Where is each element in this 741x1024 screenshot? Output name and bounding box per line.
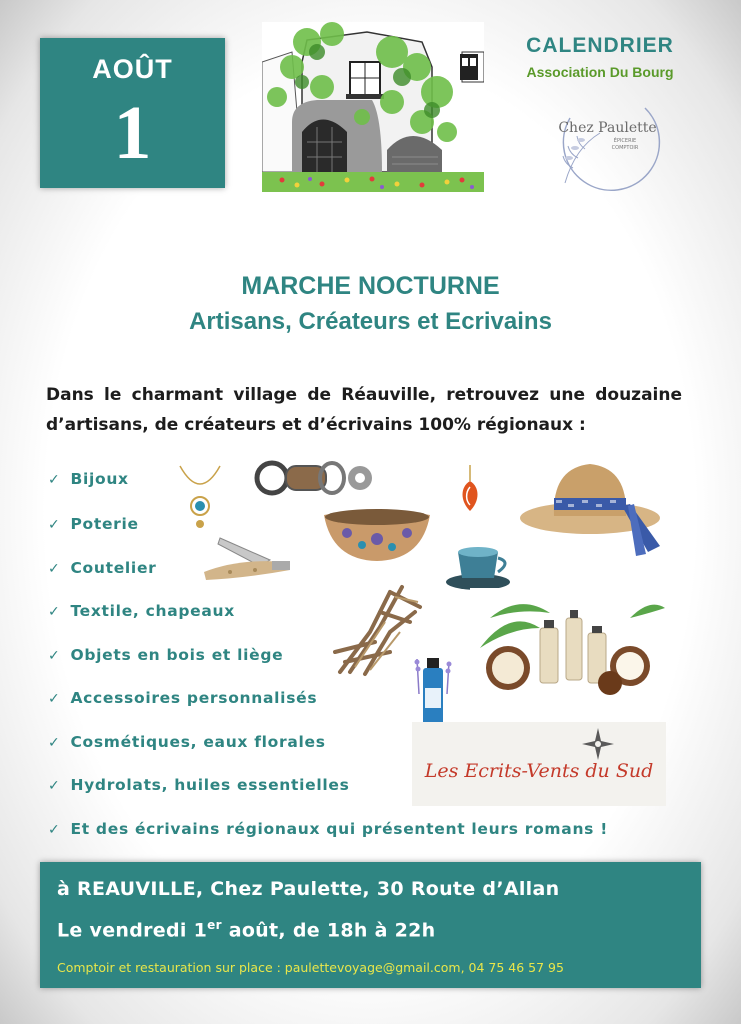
check-icon: ✓ xyxy=(48,472,61,488)
check-icon: ✓ xyxy=(48,735,61,751)
rings-image xyxy=(252,456,377,500)
logo-subtitle-epicerie: ÉPICERIE xyxy=(613,138,637,144)
list-item: ✓ Accessoires personnalisés xyxy=(48,689,318,707)
check-icon: ✓ xyxy=(48,517,61,533)
logo-name: Chez Paulette xyxy=(558,120,657,136)
check-icon: ✓ xyxy=(48,561,61,577)
compass-rose-icon xyxy=(582,728,614,760)
check-icon: ✓ xyxy=(48,778,61,794)
calendar-subtitle: Association Du Bourg xyxy=(526,64,674,80)
necklace-image xyxy=(176,462,224,534)
event-contact: Comptoir et restauration sur place : paulettevoyage@gmail.com, 04 75 46 57 95 xyxy=(57,960,564,975)
check-icon: ✓ xyxy=(48,822,61,838)
list-item: ✓ Textile, chapeaux xyxy=(48,602,235,620)
list-item: ✓ Hydrolats, huiles essentielles xyxy=(48,776,350,794)
chez-paulette-logo xyxy=(545,88,670,198)
list-item: ✓ Objets en bois et liège xyxy=(48,646,284,664)
pocket-knife-image xyxy=(200,534,296,582)
check-icon: ✓ xyxy=(48,691,61,707)
intro-paragraph: Dans le charmant village de Réauville, retrouvez une douzaine d’artisans, de créateurs et d’écrivains 100% régionaux : xyxy=(46,385,682,435)
glass-pendant-image xyxy=(458,465,482,515)
hydrolat-bottle-image xyxy=(413,654,453,732)
event-subheadline: Artisans, Créateurs et Ecrivains xyxy=(189,308,552,335)
list-item: ✓ Cosmétiques, eaux florales xyxy=(48,733,326,751)
calendar-title: CALENDRIER xyxy=(526,34,674,57)
writers-banner-text: Les Ecrits-Vents du Sud xyxy=(424,760,654,782)
list-item: ✓ Bijoux xyxy=(48,470,129,488)
list-item: ✓ Poterie xyxy=(48,515,139,533)
event-details-box xyxy=(40,862,701,988)
check-icon: ✓ xyxy=(48,604,61,620)
list-item: ✓ Coutelier xyxy=(48,559,157,577)
date-month: AOÛT xyxy=(92,54,173,84)
list-item: ✓ Et des écrivains régionaux qui présentent leurs romans ! xyxy=(48,820,608,838)
date-box xyxy=(40,38,225,188)
event-headline: MARCHE NOCTURNE xyxy=(241,272,500,300)
cosmetics-coconut-image xyxy=(470,588,665,700)
teacup-image xyxy=(442,542,520,592)
writers-banner xyxy=(412,722,666,806)
check-icon: ✓ xyxy=(48,648,61,664)
straw-hat-image xyxy=(518,460,666,558)
event-address: à REAUVILLE, Chez Paulette, 30 Route d’Allan xyxy=(57,878,560,900)
date-day: 1 xyxy=(113,91,152,175)
ceramic-bowl-image xyxy=(322,505,432,563)
logo-subtitle-comptoir: COMPTOIR xyxy=(611,145,639,151)
village-house-illustration xyxy=(262,22,484,192)
event-datetime: Le vendredi 1er août, de 18h à 22h xyxy=(57,918,436,942)
